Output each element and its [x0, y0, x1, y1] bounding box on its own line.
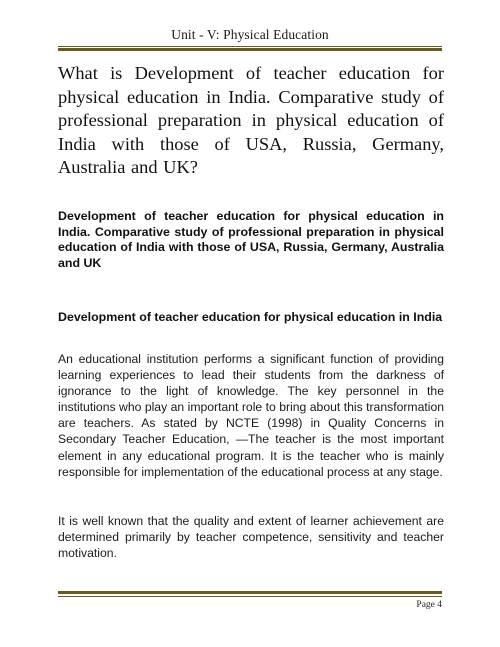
body-paragraph: An educational institution performs a significant function of providing learning experiences to lead their students from the darkness of ignorance to the light of knowledge. The key personnel in the institutions who play an important role to bring about this transformation are teachers. As stated by NCTE (1998) in Quality Concerns in Secondary Teacher Education, —The teacher is the most important element in any educational program. It is the teacher who is mainly responsible for implementation of the educational process at any stage. [58, 352, 444, 479]
section-heading: Development of teacher education for physical education in India [58, 310, 443, 324]
question-heading: What is Development of teacher education for physical education in India. Comparative study of professional preparation in physical education of India with those of USA, Russia, Germany, Australia and UK? [58, 63, 444, 177]
running-header: Unit - V: Physical Education [171, 27, 329, 42]
page-number: Page 4 [416, 600, 442, 610]
header-rule [58, 46, 442, 47]
bold-summary-heading: Development of teacher education for physical education in India. Comparative study of professional preparation in physical education of India with those of USA, Russia, Germany, Australia and UK [58, 209, 444, 270]
footer-rule [58, 596, 442, 597]
header-rule-thick [58, 48, 442, 51]
footer-rule-thick [58, 591, 442, 594]
body-paragraph: It is well known that the quality and extent of learner achievement are determined primarily by teacher competence, sensitivity and teacher motivation. [58, 514, 444, 561]
